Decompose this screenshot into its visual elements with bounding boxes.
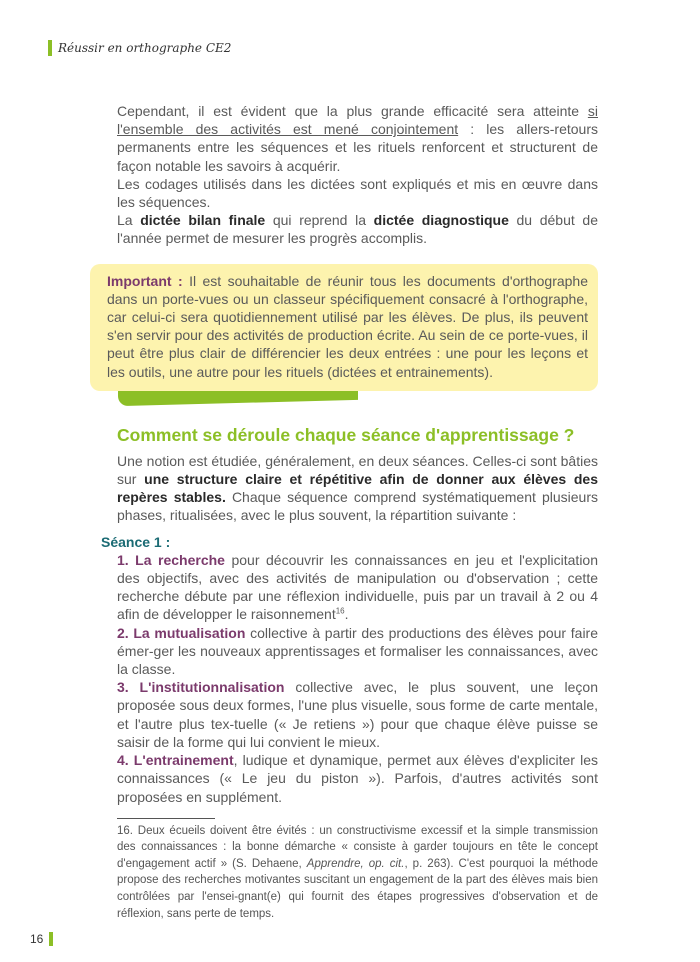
intro-text (117, 102, 598, 248)
important-callout-box (90, 264, 598, 391)
step-2 (117, 624, 598, 679)
text: . (344, 606, 349, 623)
text: Une notion est étudiée, généralement, en deux séances. Celles-ci sont bâties sur (117, 452, 598, 488)
text: Cependant, il est évident que la plus grande efficacité sera atteinte (117, 103, 588, 119)
text: : les allers-retours permanents entre les séquences et les rituels renforcent et structurent de façon notable les savoirs à acquérir. (117, 121, 598, 174)
bold-text: dictée diagnostique (373, 212, 509, 229)
accent-bar (49, 932, 53, 946)
footnote-ref: 16 (335, 606, 345, 616)
step-text: , ludique et dynamique, permet aux élèves d'expliciter les connaissances (« Le jeu du piston »). Parfois, d'autres activités sont proposées en supplément. (117, 752, 598, 805)
step-text: collective à partir des productions des élèves pour faire émer-ger les nouveaux apprentissages et formaliser les connaissances, avec la classe. (117, 624, 599, 678)
seance-label: Séance 1 : (101, 533, 171, 550)
step-label: 1. La recherche (117, 551, 225, 568)
text: du début de l'année permet de mesurer les progrès accomplis. (117, 212, 598, 247)
step-3 (117, 678, 598, 751)
page-number-text: 16 (30, 932, 44, 947)
intro-paragraph-2: Les codages utilisés dans les dictées sont expliqués et mis en œuvre dans les séquences. (117, 175, 598, 211)
step-text: pour découvrir les connaissances en jeu et l'explicitation des objectifs, avec des activités de manipulation ou d'observation ; cette recherche débute par une réflexion individuelle, puis par un travail à 2 ou 4 afin de développer le raisonnement (117, 551, 598, 623)
bold-text: dictée bilan finale (140, 212, 266, 229)
text: qui reprend la (265, 212, 374, 229)
italic-text: Apprendre, op. cit. (306, 857, 405, 870)
page-number (30, 932, 700, 946)
text: La (117, 212, 141, 229)
text: , p. 263). C'est pourquoi la méthode propose des recherches motivantes suscitant un engagement de la part des élèves mais bien contrôlées par l'ensei-gnant(e) qui fournit des étapes progressives d'observation et de réflexion, sans perte de temps. (117, 857, 598, 920)
intro-paragraph-1 (117, 102, 598, 175)
intro-paragraph-3 (117, 211, 598, 247)
accent-bar (48, 40, 52, 56)
section-body (101, 452, 599, 806)
section-intro (117, 452, 598, 525)
step-4 (117, 751, 598, 806)
footnote (117, 823, 598, 923)
spacer (0, 922, 700, 932)
text: 16. Deux écueils doivent être évités : un constructivisme excessif et la simple transmission des connaissances : la bonne démarche « consiste à garder toujours en tête le concept d'engagement actif » (S. Dehaene, (117, 824, 598, 870)
step-label: 3. L'institutionnalisation (117, 679, 285, 696)
step-text: collective avec, le plus souvent, une leçon proposée sous deux formes, l'une plus visuelle, sous forme de carte mentale, et l'autre plus tex-tuelle (« Je retiens ») pour que chaque élève puisse se saisir de la forme qui lui convient le mieux. (117, 679, 598, 750)
step-label: 4. L'entrainement (117, 752, 234, 769)
section-heading: Comment se déroule chaque séance d'apprentissage ? (117, 424, 575, 445)
important-label: Important : (107, 272, 183, 289)
underlined-text: si l'ensemble des activités est mené conjointement (117, 103, 598, 138)
important-callout (90, 264, 598, 403)
seance-heading (101, 533, 598, 551)
step-1 (117, 551, 598, 624)
step-label: 2. La mutualisation (117, 624, 246, 641)
text: Chaque séquence comprend systématiquement plusieurs phases, ritualisées, avec le plus souvent, la répartition suivante : (117, 489, 598, 524)
running-title: Réussir en orthographe CE2 (58, 41, 232, 55)
footnote-rule (117, 818, 215, 819)
running-header (48, 40, 700, 56)
important-text: Il est souhaitable de réunir tous les documents d'orthographe dans un porte-vues ou un classeur spécifiquement consacré à l'orthographe, car celui-ci sera quotidiennement utilisé par les élèves. De plus, ils peuvent s'en servir pour des activités de production écrite. Au sein de ce porte-vues, il peut être plus clair de différencier les deux entrées : une pour les leçons et les outils, une autre pour les rituels (dictées et entrainements). (107, 272, 588, 380)
bold-text: une structure claire et répétitive afin de donner aux élèves des repères stables. (117, 471, 598, 506)
